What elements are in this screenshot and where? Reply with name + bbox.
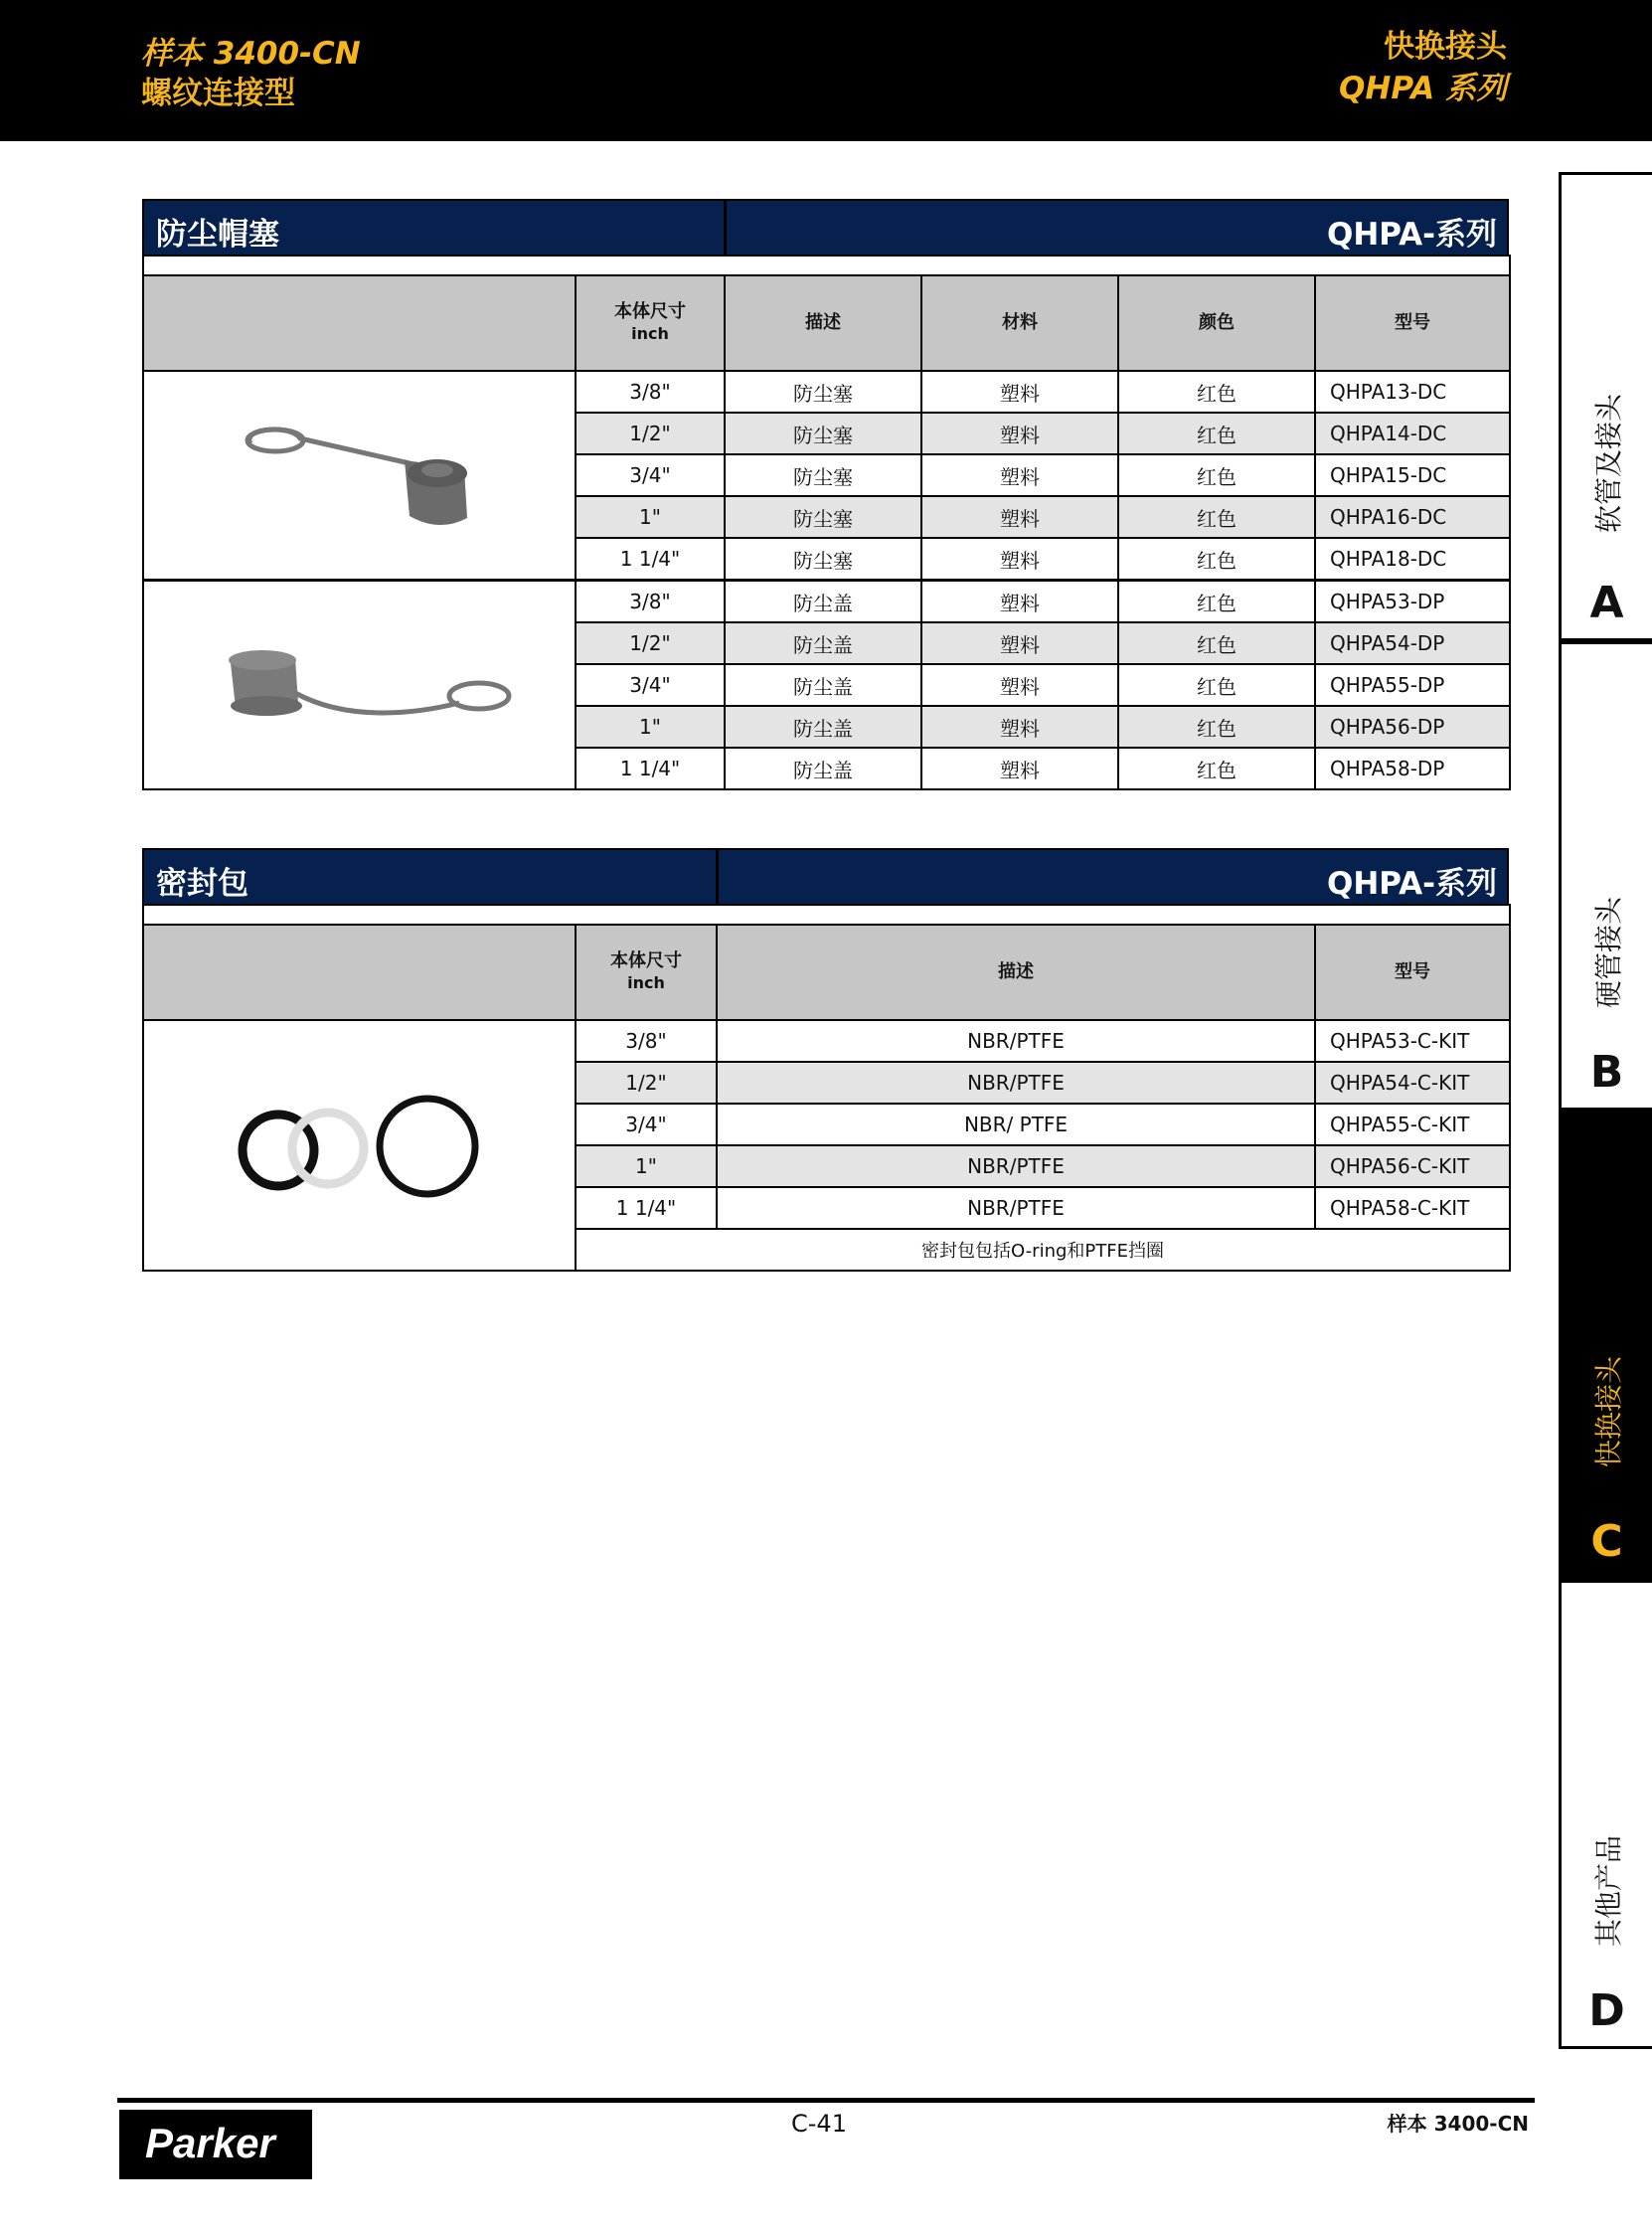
cell-size: 3/8": [576, 1020, 717, 1062]
col-part: 型号: [1315, 925, 1510, 1020]
section-title: 密封包: [156, 866, 248, 902]
dust-cap-table: [142, 255, 1511, 790]
footer-rule: [117, 2098, 1535, 2103]
cell-material: 塑料: [921, 454, 1118, 496]
cell-part: QHPA56-C-KIT: [1315, 1145, 1510, 1187]
table-header-row: [143, 925, 1510, 1020]
tab-d[interactable]: [1559, 1580, 1652, 2049]
tab-letter: D: [1588, 1985, 1625, 2036]
cell-part: QHPA53-C-KIT: [1315, 1020, 1510, 1062]
cell-material: 塑料: [921, 622, 1118, 664]
seal-kit-table: [142, 904, 1511, 1272]
cell-desc: 防尘盖: [725, 706, 921, 748]
cell-part: QHPA16-DC: [1315, 496, 1510, 538]
tab-label: 硬管接头: [1591, 896, 1625, 1009]
cell-desc: 防尘盖: [725, 748, 921, 789]
cell-material: 塑料: [921, 413, 1118, 454]
cell-part: QHPA54-DP: [1315, 622, 1510, 664]
col-part: 型号: [1315, 275, 1510, 371]
cell-material: 塑料: [921, 496, 1118, 538]
cell-size: 3/4": [576, 454, 725, 496]
cell-material: 塑料: [921, 538, 1118, 581]
cell-size: 1/2": [576, 1062, 717, 1104]
section-title: 防尘帽塞: [156, 217, 279, 253]
cell-material: 塑料: [921, 664, 1118, 706]
cell-color: 红色: [1118, 581, 1315, 623]
cell-desc: NBR/PTFE: [717, 1062, 1315, 1104]
cell-size: 1": [576, 1145, 717, 1187]
cell-material: 塑料: [921, 748, 1118, 789]
cell-material: 塑料: [921, 706, 1118, 748]
cell-desc: 防尘塞: [725, 496, 921, 538]
table-row: [143, 371, 1510, 413]
tab-letter: B: [1589, 1047, 1624, 1098]
cell-size: 3/4": [576, 1104, 717, 1145]
dust-cap-image: [143, 581, 576, 790]
tab-b[interactable]: [1559, 641, 1652, 1111]
header-right: [1339, 26, 1507, 109]
table-row: [143, 581, 1510, 623]
cell-desc: 防尘塞: [725, 454, 921, 496]
cell-size: 1": [576, 496, 725, 538]
cell-part: QHPA54-C-KIT: [1315, 1062, 1510, 1104]
cell-color: 红色: [1118, 454, 1315, 496]
cell-desc: 防尘塞: [725, 538, 921, 581]
table-row: [143, 1020, 1510, 1062]
cell-desc: NBR/PTFE: [717, 1145, 1315, 1187]
category-title: 快换接头: [1384, 29, 1507, 65]
cell-size: 1 1/4": [576, 748, 725, 789]
catalog-number: 样本 3400-CN: [141, 36, 361, 72]
cell-desc: 防尘塞: [725, 371, 921, 413]
cell-size: 1 1/4": [576, 538, 725, 581]
col-desc: 描述: [717, 925, 1315, 1020]
cell-color: 红色: [1118, 664, 1315, 706]
cell-part: QHPA58-C-KIT: [1315, 1187, 1510, 1229]
tab-label: 快换接头: [1591, 1355, 1625, 1468]
cell-size: 1 1/4": [576, 1187, 717, 1229]
tab-letter: A: [1589, 578, 1624, 628]
col-size: 本体尺寸 inch: [576, 925, 717, 1020]
cell-desc: NBR/PTFE: [717, 1020, 1315, 1062]
header-left: [141, 34, 361, 113]
cell-size: 3/8": [576, 371, 725, 413]
seal-kit-section-bar: [142, 848, 1509, 906]
page-header: [0, 0, 1652, 141]
tab-c[interactable]: [1559, 1111, 1652, 1580]
tab-label: 软管及接头: [1591, 393, 1625, 534]
header-subtitle: 螺纹连接型: [141, 76, 295, 111]
cell-part: QHPA58-DP: [1315, 748, 1510, 789]
cell-part: QHPA15-DC: [1315, 454, 1510, 496]
cell-part: QHPA56-DP: [1315, 706, 1510, 748]
cell-desc: 防尘盖: [725, 622, 921, 664]
col-material: 材料: [921, 275, 1118, 371]
cell-material: 塑料: [921, 371, 1118, 413]
cell-color: 红色: [1118, 496, 1315, 538]
cell-size: 3/4": [576, 664, 725, 706]
cell-color: 红色: [1118, 538, 1315, 581]
seal-kit-note: 密封包包括O-ring和PTFE挡圈: [576, 1229, 1510, 1271]
footer-catalog: 样本 3400-CN: [1387, 2112, 1529, 2136]
parker-logo: Parker: [119, 2110, 312, 2179]
tab-letter: C: [1590, 1516, 1623, 1567]
cell-desc: 防尘塞: [725, 413, 921, 454]
dust-plug-image: [143, 371, 576, 581]
cell-color: 红色: [1118, 413, 1315, 454]
section-series: QHPA-系列: [1326, 217, 1497, 253]
cell-size: 1/2": [576, 413, 725, 454]
cell-part: QHPA13-DC: [1315, 371, 1510, 413]
cell-desc: 防尘盖: [725, 581, 921, 623]
col-size: 本体尺寸 inch: [576, 275, 725, 371]
cell-color: 红色: [1118, 371, 1315, 413]
series-title: QHPA 系列: [1339, 71, 1507, 106]
seal-kit-image: [143, 1020, 576, 1271]
cell-size: 3/8": [576, 581, 725, 623]
table-header-row: [143, 275, 1510, 371]
cell-material: 塑料: [921, 581, 1118, 623]
cell-part: QHPA53-DP: [1315, 581, 1510, 623]
cell-size: 1/2": [576, 622, 725, 664]
cell-desc: NBR/ PTFE: [717, 1104, 1315, 1145]
cell-part: QHPA55-C-KIT: [1315, 1104, 1510, 1145]
cell-desc: NBR/PTFE: [717, 1187, 1315, 1229]
dust-cap-section-bar: [142, 199, 1509, 257]
tab-label: 其他产品: [1591, 1834, 1625, 1948]
cell-part: QHPA14-DC: [1315, 413, 1510, 454]
section-series: QHPA-系列: [1326, 866, 1497, 902]
col-color: 颜色: [1118, 275, 1315, 371]
cell-size: 1": [576, 706, 725, 748]
cell-part: QHPA18-DC: [1315, 538, 1510, 581]
cell-part: QHPA55-DP: [1315, 664, 1510, 706]
col-desc: 描述: [725, 275, 921, 371]
cell-color: 红色: [1118, 748, 1315, 789]
page-number: C-41: [791, 2110, 847, 2138]
cell-color: 红色: [1118, 622, 1315, 664]
tab-a[interactable]: [1559, 172, 1652, 641]
cell-desc: 防尘盖: [725, 664, 921, 706]
cell-color: 红色: [1118, 706, 1315, 748]
